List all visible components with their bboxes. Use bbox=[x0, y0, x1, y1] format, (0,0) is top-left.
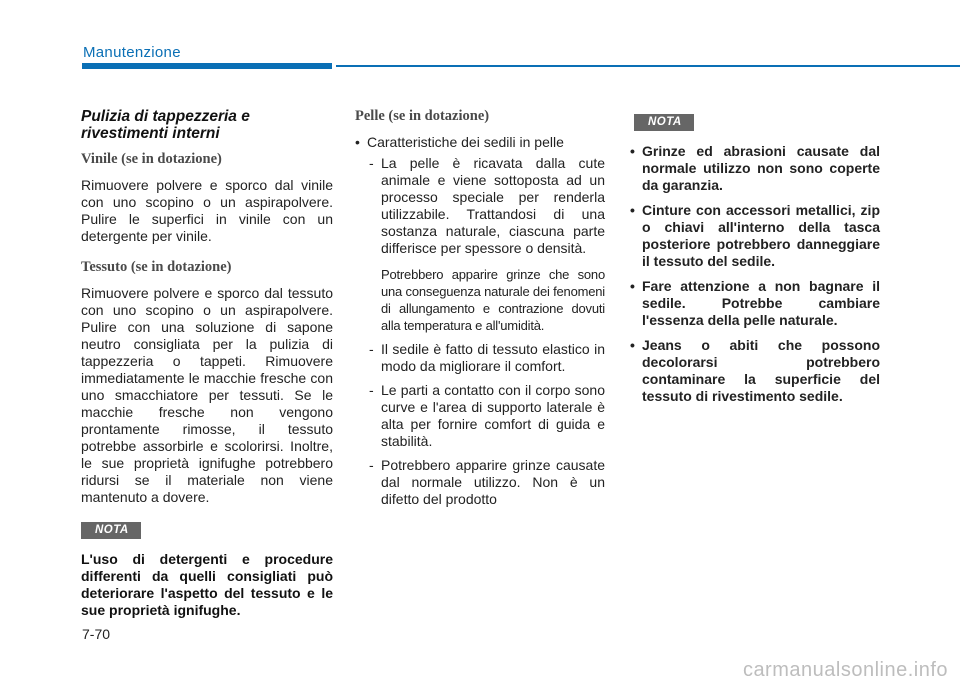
note-badge: NOTA bbox=[634, 114, 694, 131]
column-middle bbox=[355, 108, 605, 516]
watermark: carmanualsonline.info bbox=[742, 659, 948, 681]
list-item: • Fare attenzione a non bagnare il sedile. Potrebbe cambiare l'essenza della pelle naturale. bbox=[630, 278, 880, 329]
list-item-text: La pelle è ricavata dalla cute animale e viene sottoposta ad un processo speciale per renderla utilizzabile. Trattandosi di una sostanza naturale, ciascuna parte differisce per spessore o densità. bbox=[381, 155, 605, 256]
header-divider-line bbox=[336, 65, 960, 67]
leather-dash-list bbox=[367, 155, 605, 508]
leather-bullet bbox=[355, 134, 605, 508]
section-header-title: Manutenzione bbox=[83, 44, 181, 61]
list-item-note: Potrebbero apparire grinze che sono una conseguenza naturale dei fenomeni di allungamento e contrazione dovuti alla temperatura e all'umidità. bbox=[381, 267, 605, 333]
column-right bbox=[630, 108, 880, 413]
list-item-text: Le parti a contatto con il corpo sono curve e l'area di supporto laterale è alta per fornire comfort di guida e stabilità. bbox=[381, 382, 605, 449]
fabric-heading: Tessuto (se in dotazione) bbox=[81, 259, 232, 275]
leather-note-list bbox=[630, 143, 880, 405]
note-badge-wrap bbox=[81, 520, 333, 539]
list-item bbox=[367, 155, 605, 334]
list-item-text: Potrebbero apparire grinze causate dal normale utilizzo. Non è un difetto del prodotto bbox=[381, 457, 605, 507]
section-title: Pulizia di tappezzeria e rivestimenti interni bbox=[81, 108, 250, 142]
vinyl-paragraph: Rimuovere polvere e sporco dal vinile con uno scopino o un aspirapolvere. Pulire le superfici in vinile con un detergente per vinile. bbox=[81, 177, 333, 244]
list-item bbox=[367, 341, 605, 375]
note-badge: NOTA bbox=[81, 522, 141, 539]
page-number: 7-70 bbox=[82, 626, 111, 642]
leather-bullet-list bbox=[355, 134, 605, 508]
vinyl-heading: Vinile (se in dotazione) bbox=[81, 151, 222, 167]
leather-heading: Pelle (se in dotazione) bbox=[355, 108, 490, 124]
column-left bbox=[81, 108, 333, 619]
list-item-text: Il sedile è fatto di tessuto elastico in modo da migliorare il comfort. bbox=[381, 341, 605, 374]
list-item: • Cinture con accessori metallici, zip o chiavi all'interno della tasca posteriore potrebbero danneggiare il tessuto del sedile. bbox=[630, 202, 880, 270]
leather-bullet-text: Caratteristiche dei sedili in pelle bbox=[367, 134, 564, 150]
list-item: • Grinze ed abrasioni causate dal normale utilizzo non sono coperte da garanzia. bbox=[630, 143, 880, 194]
header-accent-bar bbox=[82, 63, 332, 69]
note-badge-wrap bbox=[630, 112, 880, 131]
fabric-note-text: L'uso di detergenti e procedure differenti da quelli consigliati può deteriorare l'aspetto del tessuto e le sue proprietà ignifughe. bbox=[81, 551, 333, 618]
list-item bbox=[367, 382, 605, 450]
fabric-paragraph: Rimuovere polvere e sporco dal tessuto con uno scopino o un aspirapolvere. Pulire con una soluzione di sapone neutro consigliata per la pulizia di tappezzeria o tappeti. Rimuovere immediatamente le macchie fresche con uno smacchiatore per tessuti. Se le macchie fresche non vengono prontamente rimosse, il tessuto potrebbe assorbirle e scolorirsi. Inoltre, le sue proprietà ignifughe potrebbero ridursi se il materiale non viene mantenuto a dovere. bbox=[81, 285, 333, 505]
list-item: • Jeans o abiti che possono decolorarsi potrebbero contaminare la superficie del tessuto di rivestimento sedile. bbox=[630, 337, 880, 405]
list-item bbox=[367, 457, 605, 508]
